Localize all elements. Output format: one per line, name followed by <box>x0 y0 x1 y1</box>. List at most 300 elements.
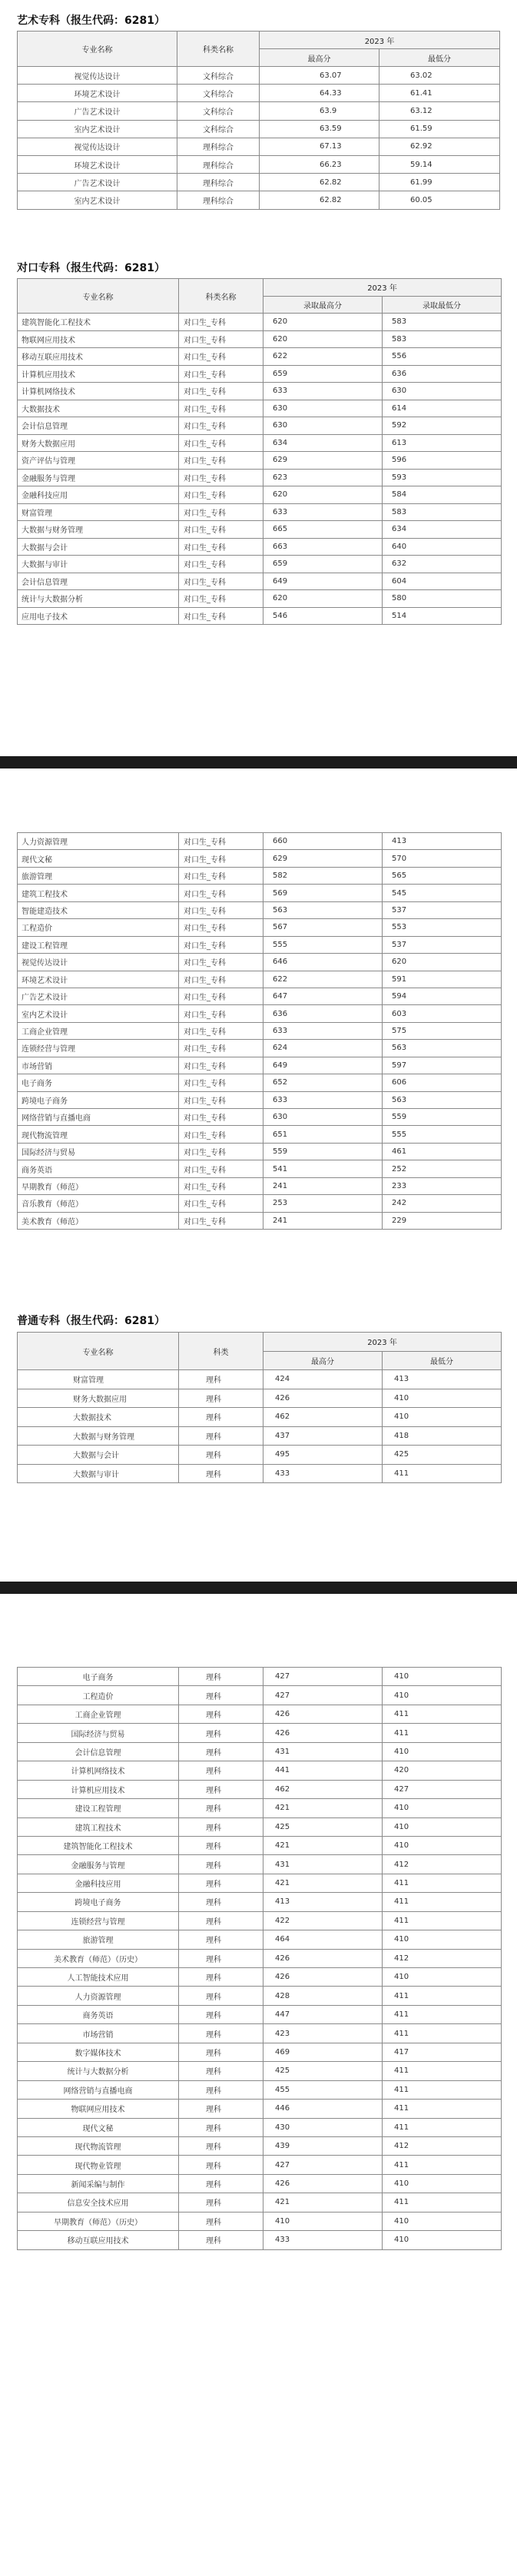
min-score-cell: 604 <box>383 573 502 590</box>
table-row <box>18 936 502 953</box>
category-cell: 理科 <box>179 1686 263 1705</box>
major-name-cell: 财务大数据应用 <box>18 434 179 452</box>
min-score-cell: 583 <box>383 330 502 348</box>
major-name-cell: 大数据与会计 <box>18 1446 179 1465</box>
max-score-cell: 63.9 <box>260 102 379 120</box>
max-score-cell: 421 <box>263 1799 383 1817</box>
table-row <box>18 1855 502 1874</box>
max-score-cell: 446 <box>263 2100 383 2118</box>
table-row <box>18 2043 502 2061</box>
table-row <box>18 138 500 155</box>
max-score-cell: 567 <box>263 919 383 936</box>
min-score-cell: 636 <box>383 365 502 383</box>
table-row <box>18 1949 502 1967</box>
min-score-cell: 556 <box>383 348 502 366</box>
category-cell: 理科 <box>179 2231 263 2249</box>
min-score-cell: 563 <box>383 1040 502 1057</box>
table-row <box>18 1742 502 1761</box>
major-name-cell: 计算机网络技术 <box>18 1761 179 1780</box>
major-name-cell: 市场营销 <box>18 2024 179 2043</box>
table-row <box>18 1930 502 1949</box>
category-cell: 对口生_专科 <box>179 901 263 918</box>
table-row <box>18 1091 502 1108</box>
min-score-cell: 591 <box>383 971 502 988</box>
min-score-cell: 413 <box>383 1370 502 1389</box>
major-name-cell: 资产评估与管理 <box>18 452 179 470</box>
max-score-cell: 425 <box>263 1817 383 1836</box>
table-row <box>18 1464 502 1483</box>
category-cell: 对口生_专科 <box>179 417 263 435</box>
min-score-cell: 411 <box>383 2193 502 2212</box>
category-cell: 理科 <box>179 1855 263 1874</box>
table-row <box>18 120 500 138</box>
max-score-cell: 546 <box>263 607 383 625</box>
table-row <box>18 1686 502 1705</box>
major-name-cell: 计算机网络技术 <box>18 383 179 400</box>
table-row <box>18 2212 502 2230</box>
category-cell: 对口生_专科 <box>179 452 263 470</box>
max-score-cell: 620 <box>263 590 383 608</box>
min-score-cell: 411 <box>383 2100 502 2118</box>
category-cell: 理科 <box>179 2136 263 2155</box>
putong-rows-continued <box>18 1668 502 2250</box>
min-score-cell: 413 <box>383 833 502 850</box>
major-name-cell: 音乐教育（师范） <box>18 1195 179 1212</box>
table-row <box>18 434 502 452</box>
max-score-cell: 620 <box>263 330 383 348</box>
max-score-cell: 555 <box>263 936 383 953</box>
major-name-cell: 美术教育（师范） <box>18 1212 179 1229</box>
category-cell: 对口生_专科 <box>179 954 263 971</box>
min-score-cell: 410 <box>383 1968 502 1987</box>
table-row <box>18 365 502 383</box>
min-score-cell: 630 <box>383 383 502 400</box>
min-score-cell: 252 <box>383 1160 502 1177</box>
max-score-cell: 633 <box>263 383 383 400</box>
major-name-cell: 建设工程管理 <box>18 936 179 953</box>
category-cell: 文科综合 <box>177 120 260 138</box>
category-cell: 理科 <box>179 1949 263 1967</box>
major-name-cell: 网络营销与直播电商 <box>18 2080 179 2099</box>
max-score-cell: 441 <box>263 1761 383 1780</box>
table-row <box>18 1389 502 1408</box>
table-row <box>18 1911 502 1930</box>
category-cell: 对口生_专科 <box>179 365 263 383</box>
duikou-rows <box>18 314 502 625</box>
max-score-cell: 462 <box>263 1408 383 1427</box>
major-name-cell: 室内艺术设计 <box>18 191 177 209</box>
min-score-cell: 584 <box>383 486 502 504</box>
max-score-cell: 646 <box>263 954 383 971</box>
table-row <box>18 503 502 521</box>
major-name-cell: 电子商务 <box>18 1074 179 1091</box>
table-row <box>18 1724 502 1742</box>
table-row <box>18 2193 502 2212</box>
table-row <box>18 1212 502 1229</box>
max-score-cell: 652 <box>263 1074 383 1091</box>
art-rows <box>18 67 500 210</box>
major-name-cell: 金融服务与管理 <box>18 1855 179 1874</box>
category-cell: 对口生_专科 <box>179 971 263 988</box>
min-score-cell: 410 <box>383 2212 502 2230</box>
max-score-cell: 649 <box>263 573 383 590</box>
major-name-cell: 广告艺术设计 <box>18 102 177 120</box>
min-score-cell: 410 <box>383 1817 502 1836</box>
page-2 <box>0 768 517 1583</box>
category-cell: 理科 <box>179 1874 263 1892</box>
max-score-cell: 67.13 <box>260 138 379 155</box>
category-cell: 对口生_专科 <box>179 538 263 556</box>
art-score-table <box>17 31 500 210</box>
table-row <box>18 1040 502 1057</box>
major-name-cell: 市场营销 <box>18 1057 179 1074</box>
min-score-cell: 229 <box>383 1212 502 1229</box>
category-cell: 理科 <box>179 1968 263 1987</box>
table-row <box>18 383 502 400</box>
table-row <box>18 2136 502 2155</box>
table-row <box>18 538 502 556</box>
category-cell: 理科 <box>179 1780 263 1798</box>
table-row <box>18 67 500 85</box>
major-name-cell: 金融科技应用 <box>18 486 179 504</box>
max-score-cell: 410 <box>263 2212 383 2230</box>
category-cell: 对口生_专科 <box>179 833 263 850</box>
category-cell: 理科 <box>179 1370 263 1389</box>
major-name-cell: 大数据与财务管理 <box>18 521 179 539</box>
max-score-cell: 633 <box>263 1022 383 1039</box>
category-cell: 理科 <box>179 2024 263 2043</box>
category-cell: 理科综合 <box>177 155 260 173</box>
category-cell: 对口生_专科 <box>179 1160 263 1177</box>
table-row <box>18 1126 502 1143</box>
category-cell: 对口生_专科 <box>179 348 263 366</box>
max-score-cell: 62.82 <box>260 191 379 209</box>
table-row <box>18 1968 502 1987</box>
category-cell: 对口生_专科 <box>179 503 263 521</box>
min-score-cell: 411 <box>383 1911 502 1930</box>
category-cell: 理科 <box>179 1446 263 1465</box>
category-cell: 对口生_专科 <box>179 486 263 504</box>
category-cell: 对口生_专科 <box>179 1177 263 1194</box>
putong-score-table-continued <box>17 1667 502 2250</box>
min-score-cell: 233 <box>383 1177 502 1194</box>
min-score-cell: 613 <box>383 434 502 452</box>
min-score-cell: 410 <box>383 1836 502 1854</box>
table-row <box>18 1195 502 1212</box>
category-cell: 对口生_专科 <box>179 556 263 573</box>
min-score-cell: 593 <box>383 469 502 486</box>
category-cell: 对口生_专科 <box>179 1143 263 1160</box>
table-row <box>18 400 502 417</box>
table-row <box>18 850 502 867</box>
major-name-cell: 旅游管理 <box>18 867 179 884</box>
min-score-cell: 537 <box>383 901 502 918</box>
major-name-cell: 早期教育（师范）（历史） <box>18 2212 179 2230</box>
category-cell: 对口生_专科 <box>179 1005 263 1022</box>
min-score-cell: 417 <box>383 2043 502 2061</box>
header-year: 2023 年 <box>263 1333 502 1352</box>
major-name-cell: 商务英语 <box>18 1160 179 1177</box>
major-name-cell: 会计信息管理 <box>18 417 179 435</box>
category-cell: 理科 <box>179 1408 263 1427</box>
category-cell: 对口生_专科 <box>179 314 263 331</box>
min-score-cell: 410 <box>383 1799 502 1817</box>
header-major: 专业名称 <box>18 1333 179 1370</box>
table-row <box>18 2174 502 2193</box>
category-cell: 对口生_专科 <box>179 919 263 936</box>
min-score-cell: 563 <box>383 1091 502 1108</box>
max-score-cell: 241 <box>263 1212 383 1229</box>
major-name-cell: 统计与大数据分析 <box>18 590 179 608</box>
max-score-cell: 659 <box>263 556 383 573</box>
major-name-cell: 现代文秘 <box>18 2118 179 2136</box>
max-score-cell: 63.59 <box>260 120 379 138</box>
category-cell: 对口生_专科 <box>179 1022 263 1039</box>
min-score-cell: 565 <box>383 867 502 884</box>
table-row <box>18 590 502 608</box>
table-row <box>18 1426 502 1446</box>
max-score-cell: 569 <box>263 885 383 901</box>
category-cell: 对口生_专科 <box>179 936 263 953</box>
max-score-cell: 66.23 <box>260 155 379 173</box>
min-score-cell: 410 <box>383 1686 502 1705</box>
major-name-cell: 工商企业管理 <box>18 1022 179 1039</box>
category-cell: 理科 <box>179 1464 263 1483</box>
major-name-cell: 室内艺术设计 <box>18 1005 179 1022</box>
min-score-cell: 411 <box>383 1705 502 1723</box>
table-row <box>18 1057 502 1074</box>
min-score-cell: 411 <box>383 2024 502 2043</box>
major-name-cell: 大数据与财务管理 <box>18 1426 179 1446</box>
table-row <box>18 1799 502 1817</box>
table-row <box>18 1408 502 1427</box>
table-row <box>18 521 502 539</box>
max-score-cell: 62.82 <box>260 174 379 191</box>
table-row <box>18 607 502 625</box>
min-score-cell: 411 <box>383 1724 502 1742</box>
category-cell: 对口生_专科 <box>179 1057 263 1074</box>
min-score-cell: 412 <box>383 1855 502 1874</box>
table-row <box>18 1109 502 1126</box>
category-cell: 理科 <box>179 2100 263 2118</box>
major-name-cell: 早期教育（师范） <box>18 1177 179 1194</box>
major-name-cell: 现代文秘 <box>18 850 179 867</box>
table-row <box>18 348 502 366</box>
min-score-cell: 410 <box>383 1742 502 1761</box>
header-min: 录取最低分 <box>383 296 502 314</box>
min-score-cell: 575 <box>383 1022 502 1039</box>
max-score-cell: 636 <box>263 1005 383 1022</box>
min-score-cell: 583 <box>383 503 502 521</box>
table-row <box>18 556 502 573</box>
max-score-cell: 423 <box>263 2024 383 2043</box>
min-score-cell: 410 <box>383 1668 502 1686</box>
table-row <box>18 155 500 173</box>
major-name-cell: 广告艺术设计 <box>18 988 179 1004</box>
page-divider <box>0 1582 517 1594</box>
category-cell: 理科 <box>179 1799 263 1817</box>
category-cell: 对口生_专科 <box>179 330 263 348</box>
art-section-title: 艺术专科（报生代码：6281） <box>17 15 165 27</box>
min-score-cell: 537 <box>383 936 502 953</box>
major-name-cell: 智能建造技术 <box>18 901 179 918</box>
min-score-cell: 411 <box>383 1987 502 2005</box>
max-score-cell: 633 <box>263 503 383 521</box>
max-score-cell: 469 <box>263 2043 383 2061</box>
table-row <box>18 1874 502 1892</box>
max-score-cell: 665 <box>263 521 383 539</box>
category-cell: 对口生_专科 <box>179 573 263 590</box>
max-score-cell: 462 <box>263 1780 383 1798</box>
category-cell: 对口生_专科 <box>179 850 263 867</box>
category-cell: 对口生_专科 <box>179 469 263 486</box>
major-name-cell: 人力资源管理 <box>18 833 179 850</box>
table-row <box>18 2231 502 2249</box>
major-name-cell: 现代物流管理 <box>18 1126 179 1143</box>
min-score-cell: 614 <box>383 400 502 417</box>
max-score-cell: 660 <box>263 833 383 850</box>
table-row <box>18 1668 502 1686</box>
table-row <box>18 1370 502 1389</box>
min-score-cell: 420 <box>383 1761 502 1780</box>
min-score-cell: 594 <box>383 988 502 1004</box>
duikou-score-table-continued <box>17 832 502 1230</box>
category-cell: 对口生_专科 <box>179 1074 263 1091</box>
max-score-cell: 433 <box>263 1464 383 1483</box>
duikou-section-title: 对口专科（报生代码：6281） <box>17 262 165 274</box>
major-name-cell: 美术教育（师范）（历史） <box>18 1949 179 1967</box>
table-row <box>18 867 502 884</box>
category-cell: 理科 <box>179 1987 263 2005</box>
table-row <box>18 988 502 1004</box>
max-score-cell: 439 <box>263 2136 383 2155</box>
category-cell: 对口生_专科 <box>179 434 263 452</box>
table-row <box>18 417 502 435</box>
major-name-cell: 会计信息管理 <box>18 1742 179 1761</box>
major-name-cell: 计算机应用技术 <box>18 365 179 383</box>
min-score-cell: 411 <box>383 1893 502 1911</box>
major-name-cell: 环境艺术设计 <box>18 155 177 173</box>
category-cell: 理科 <box>179 2193 263 2212</box>
min-score-cell: 580 <box>383 590 502 608</box>
max-score-cell: 428 <box>263 1987 383 2005</box>
major-name-cell: 建筑工程技术 <box>18 885 179 901</box>
max-score-cell: 421 <box>263 1836 383 1854</box>
min-score-cell: 411 <box>383 2005 502 2023</box>
max-score-cell: 426 <box>263 1949 383 1967</box>
major-name-cell: 应用电子技术 <box>18 607 179 625</box>
max-score-cell: 634 <box>263 434 383 452</box>
min-score-cell: 620 <box>383 954 502 971</box>
max-score-cell: 426 <box>263 1389 383 1408</box>
major-name-cell: 数字媒体技术 <box>18 2043 179 2061</box>
table-row <box>18 1005 502 1022</box>
category-cell: 理科 <box>179 1930 263 1949</box>
major-name-cell: 跨境电子商务 <box>18 1893 179 1911</box>
category-cell: 理科 <box>179 2118 263 2136</box>
table-row <box>18 85 500 102</box>
max-score-cell: 433 <box>263 2231 383 2249</box>
putong-section-title: 普通专科（报生代码：6281） <box>17 1315 165 1327</box>
table-row <box>18 1817 502 1836</box>
major-name-cell: 工程造价 <box>18 1686 179 1705</box>
major-name-cell: 环境艺术设计 <box>18 85 177 102</box>
category-cell: 文科综合 <box>177 67 260 85</box>
max-score-cell: 633 <box>263 1091 383 1108</box>
category-cell: 理科 <box>179 1817 263 1836</box>
table-row <box>18 452 502 470</box>
min-score-cell: 410 <box>383 1408 502 1427</box>
max-score-cell: 426 <box>263 1705 383 1723</box>
major-name-cell: 移动互联应用技术 <box>18 348 179 366</box>
min-score-cell: 411 <box>383 1464 502 1483</box>
min-score-cell: 570 <box>383 850 502 867</box>
min-score-cell: 63.12 <box>379 102 500 120</box>
min-score-cell: 61.59 <box>379 120 500 138</box>
max-score-cell: 464 <box>263 1930 383 1949</box>
min-score-cell: 411 <box>383 2118 502 2136</box>
major-name-cell: 建筑智能化工程技术 <box>18 314 179 331</box>
major-name-cell: 财务大数据应用 <box>18 1389 179 1408</box>
table-row <box>18 1987 502 2005</box>
table-row <box>18 102 500 120</box>
category-cell: 理科 <box>179 1761 263 1780</box>
max-score-cell: 663 <box>263 538 383 556</box>
max-score-cell: 427 <box>263 1668 383 1686</box>
category-cell: 理科综合 <box>177 138 260 155</box>
putong-rows <box>18 1370 502 1483</box>
table-row <box>18 2156 502 2174</box>
table-row <box>18 1705 502 1723</box>
table-row <box>18 1177 502 1194</box>
table-row <box>18 2118 502 2136</box>
category-cell: 理科综合 <box>177 174 260 191</box>
min-score-cell: 596 <box>383 452 502 470</box>
header-min: 最低分 <box>383 1351 502 1370</box>
header-major: 专业名称 <box>18 32 177 67</box>
category-cell: 理科 <box>179 1911 263 1930</box>
major-name-cell: 大数据技术 <box>18 1408 179 1427</box>
category-cell: 对口生_专科 <box>179 1091 263 1108</box>
min-score-cell: 603 <box>383 1005 502 1022</box>
max-score-cell: 630 <box>263 400 383 417</box>
min-score-cell: 242 <box>383 1195 502 1212</box>
max-score-cell: 582 <box>263 867 383 884</box>
min-score-cell: 514 <box>383 607 502 625</box>
page-3 <box>0 1594 517 2576</box>
max-score-cell: 630 <box>263 1109 383 1126</box>
max-score-cell: 455 <box>263 2080 383 2099</box>
max-score-cell: 422 <box>263 1911 383 1930</box>
max-score-cell: 431 <box>263 1855 383 1874</box>
table-row <box>18 2005 502 2023</box>
min-score-cell: 545 <box>383 885 502 901</box>
category-cell: 对口生_专科 <box>179 867 263 884</box>
min-score-cell: 63.02 <box>379 67 500 85</box>
max-score-cell: 559 <box>263 1143 383 1160</box>
table-row <box>18 885 502 901</box>
max-score-cell: 431 <box>263 1742 383 1761</box>
page-divider <box>0 756 517 768</box>
max-score-cell: 630 <box>263 417 383 435</box>
max-score-cell: 629 <box>263 850 383 867</box>
max-score-cell: 620 <box>263 486 383 504</box>
max-score-cell: 426 <box>263 1724 383 1742</box>
max-score-cell: 624 <box>263 1040 383 1057</box>
max-score-cell: 437 <box>263 1426 383 1446</box>
category-cell: 文科综合 <box>177 102 260 120</box>
table-row <box>18 330 502 348</box>
